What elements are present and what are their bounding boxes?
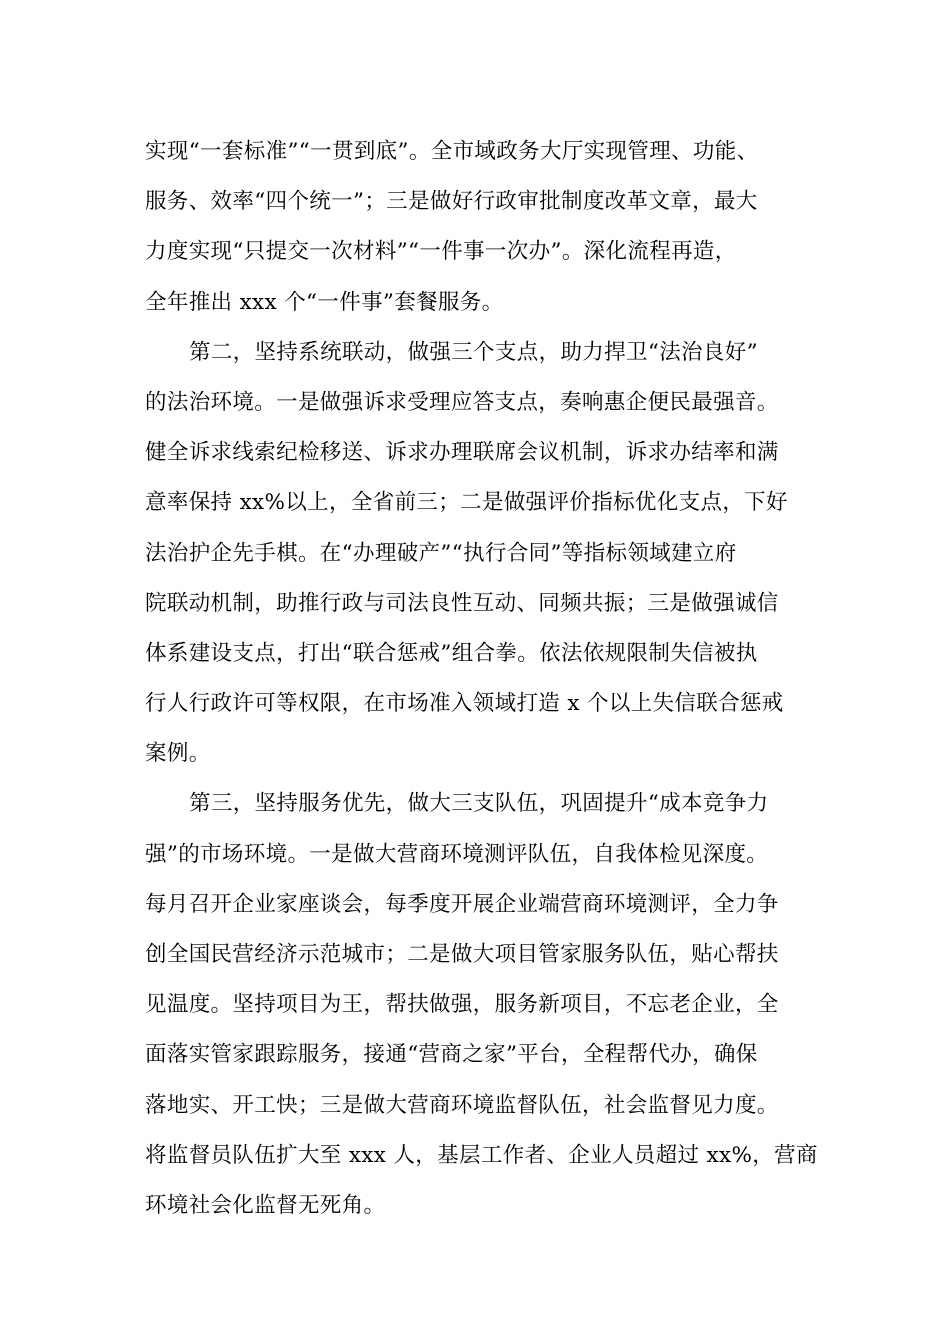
text-line: 每月召开企业家座谈会，每季度开展企业端营商环境测评，全力争 — [145, 891, 779, 917]
text-line: 健全诉求线索纪检移送、诉求办理联席会议机制，诉求办结率和满 — [145, 440, 779, 466]
text-line: 见温度。坚持项目为王，帮扶做强，服务新项目，不忘老企业，全 — [145, 992, 779, 1018]
text-line: 体系建设支点，打出“联合惩戒”组合拳。依法依规限制失信被执 — [145, 640, 758, 666]
text-line: 实现“一套标准”“一贯到底”。全市域政务大厅实现管理、功能、 — [145, 139, 759, 164]
text-line: 面落实管家跟踪服务，接通“营商之家”平台，全程帮代办，确保 — [145, 1042, 758, 1068]
text-line: 法治护企先手棋。在“办理破产”“执行合同”等指标领域建立府 — [145, 540, 737, 566]
text-line: 行人行政许可等权限，在市场准入领域打造 x 个以上失信联合惩戒 — [145, 691, 784, 717]
text-line: 的法治环境。一是做强诉求受理应答支点，奏响惠企便民最强音。 — [145, 389, 779, 415]
text-line: 创全国民营经济示范城市；二是做大项目管家服务队伍，贴心帮扶 — [145, 942, 779, 967]
text-line: 力度实现“只提交一次材料”“一件事一次办”。深化流程再造， — [145, 239, 737, 265]
text-line: 环境社会化监督无死角。 — [145, 1192, 386, 1218]
text-line: 全年推出 xxx 个“一件事”套餐服务。 — [145, 289, 504, 315]
document-body — [145, 127, 818, 1231]
text-line: 意率保持 xx%以上，全省前三；二是做强评价指标优化支点，下好 — [145, 490, 788, 516]
text-line: 院联动机制，助推行政与司法良性互动、同频共振；三是做强诚信 — [145, 590, 779, 616]
text-line: 落地实、开工快；三是做大营商环境监督队伍，社会监督见力度。 — [145, 1092, 779, 1118]
paragraph-start-line: 第三，坚持服务优先，做大三支队伍，巩固提升“成本竞争力 — [189, 791, 769, 817]
text-line: 强”的市场环境。一是做大营商环境测评队伍，自我体检见深度。 — [145, 841, 769, 867]
text-line: 服务、效率“四个统一”；三是做好行政审批制度改革文章，最大 — [145, 189, 758, 215]
text-line: 案例。 — [145, 741, 211, 767]
text-line: 将监督员队伍扩大至 xxx 人，基层工作者、企业人员超过 xx%，营商 — [145, 1142, 818, 1168]
paragraph-start-line: 第二，坚持系统联动，做强三个支点，助力捍卫“法治良好” — [189, 339, 758, 365]
